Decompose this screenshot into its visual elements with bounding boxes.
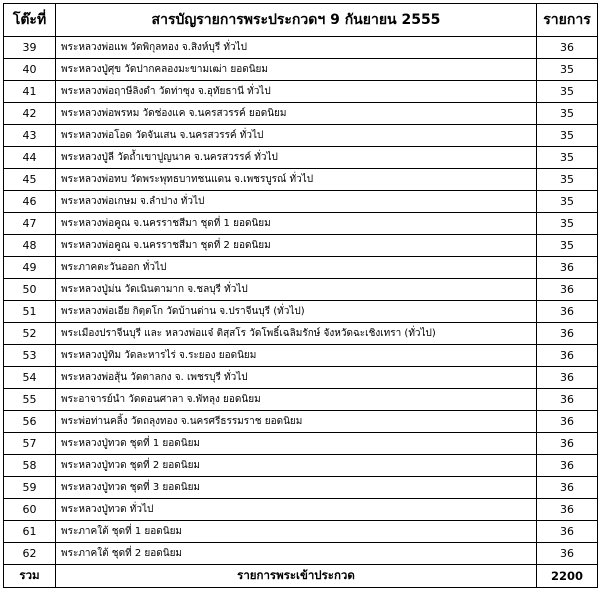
row-count: 36 bbox=[537, 455, 598, 477]
row-number: 54 bbox=[4, 367, 56, 389]
row-count: 36 bbox=[537, 389, 598, 411]
row-number: 47 bbox=[4, 213, 56, 235]
row-number: 61 bbox=[4, 521, 56, 543]
contest-index-table bbox=[3, 3, 598, 588]
row-number: 53 bbox=[4, 345, 56, 367]
row-number: 48 bbox=[4, 235, 56, 257]
row-number: 43 bbox=[4, 125, 56, 147]
table-row bbox=[4, 455, 598, 477]
row-name: พระหลวงปู่ทวด ทั่วไป bbox=[56, 499, 537, 521]
row-name: พระหลวงพ่อเกษม จ.ลำปาง ทั่วไป bbox=[56, 191, 537, 213]
row-number: 40 bbox=[4, 59, 56, 81]
row-number: 60 bbox=[4, 499, 56, 521]
row-count: 35 bbox=[537, 103, 598, 125]
row-number: 55 bbox=[4, 389, 56, 411]
header-row bbox=[4, 4, 598, 37]
row-name: พระหลวงพ่อทบ วัดพระพุทธบาทชนแดน จ.เพชรบูรณ์ ทั่วไป bbox=[56, 169, 537, 191]
row-name: พระหลวงพ่อโอด วัดจันเสน จ.นครสวรรค์ ทั่วไป bbox=[56, 125, 537, 147]
row-name: พระหลวงพ่อฤาษีลิงดำ วัดท่าซุง จ.อุทัยธานี ทั่วไป bbox=[56, 81, 537, 103]
row-count: 36 bbox=[537, 279, 598, 301]
table-row bbox=[4, 235, 598, 257]
row-number: 56 bbox=[4, 411, 56, 433]
row-name: พระหลวงปู่ม่น วัดเนินตามาก จ.ชลบุรี ทั่วไป bbox=[56, 279, 537, 301]
row-count: 36 bbox=[537, 477, 598, 499]
row-name: พระหลวงพ่อพรหม วัดช่องแค จ.นครสวรรค์ ยอดนิยม bbox=[56, 103, 537, 125]
table-row bbox=[4, 367, 598, 389]
row-count: 36 bbox=[537, 543, 598, 565]
table-row bbox=[4, 125, 598, 147]
row-count: 35 bbox=[537, 81, 598, 103]
table-row bbox=[4, 477, 598, 499]
row-count: 35 bbox=[537, 191, 598, 213]
row-number: 46 bbox=[4, 191, 56, 213]
row-count: 36 bbox=[537, 37, 598, 59]
row-count: 36 bbox=[537, 345, 598, 367]
row-name: พระหลวงปู่ลี วัดถ้ำเขาปูญนาค จ.นครสวรรค์ ทั่วไป bbox=[56, 147, 537, 169]
row-name: พระอาจารย์นำ วัดดอนศาลา จ.พัทลุง ยอดนิยม bbox=[56, 389, 537, 411]
row-count: 36 bbox=[537, 521, 598, 543]
header-item-count: รายการ bbox=[537, 4, 598, 37]
table-row bbox=[4, 279, 598, 301]
row-name: พระเมืองปราจีนบุรี และ หลวงพ่อแจ๋ ติสฺสโร วัดโพธิ์เฉลิมรักษ์ จังหวัดฉะเชิงเทรา (ทั่วไป) bbox=[56, 323, 537, 345]
table-row bbox=[4, 301, 598, 323]
header-table-number: โต๊ะที่ bbox=[4, 4, 56, 37]
header-title: สารบัญรายการพระประกวดฯ 9 กันยายน 2555 bbox=[56, 4, 537, 37]
table-row bbox=[4, 345, 598, 367]
row-name: พระหลวงปู่ศุข วัดปากคลองมะขามเฒ่า ยอดนิยม bbox=[56, 59, 537, 81]
row-number: 51 bbox=[4, 301, 56, 323]
row-number: 44 bbox=[4, 147, 56, 169]
table-row bbox=[4, 59, 598, 81]
row-name: พระหลวงปู่ทิม วัดละหารไร่ จ.ระยอง ยอดนิยม bbox=[56, 345, 537, 367]
total-row bbox=[4, 565, 598, 588]
table-row bbox=[4, 213, 598, 235]
row-number: 52 bbox=[4, 323, 56, 345]
table-row bbox=[4, 433, 598, 455]
row-number: 49 bbox=[4, 257, 56, 279]
row-number: 62 bbox=[4, 543, 56, 565]
row-count: 35 bbox=[537, 59, 598, 81]
row-name: พระภาคใต้ ชุดที่ 2 ยอดนิยม bbox=[56, 543, 537, 565]
table-row bbox=[4, 389, 598, 411]
table-body bbox=[4, 37, 598, 565]
row-count: 35 bbox=[537, 213, 598, 235]
row-number: 57 bbox=[4, 433, 56, 455]
row-name: พระหลวงปู่ทวด ชุดที่ 3 ยอดนิยม bbox=[56, 477, 537, 499]
row-number: 41 bbox=[4, 81, 56, 103]
total-short-label: รวม bbox=[4, 565, 56, 588]
row-name: พระหลวงพ่อสุ้น วัดตาลกง จ. เพชรบุรี ทั่วไป bbox=[56, 367, 537, 389]
row-name: พระหลวงพ่อคูณ จ.นครราชสีมา ชุดที่ 1 ยอดนิยม bbox=[56, 213, 537, 235]
row-name: พระหลวงพ่อเอีย กิตฺตโก วัดบ้านด่าน จ.ปราจีนบุรี (ทั่วไป) bbox=[56, 301, 537, 323]
row-name: พระหลวงพ่อคูณ จ.นครราชสีมา ชุดที่ 2 ยอดนิยม bbox=[56, 235, 537, 257]
table-row bbox=[4, 81, 598, 103]
row-name: พระภาคตะวันออก ทั่วไป bbox=[56, 257, 537, 279]
row-number: 45 bbox=[4, 169, 56, 191]
row-count: 35 bbox=[537, 147, 598, 169]
table-row bbox=[4, 543, 598, 565]
table-row bbox=[4, 191, 598, 213]
row-count: 36 bbox=[537, 323, 598, 345]
row-count: 36 bbox=[537, 411, 598, 433]
row-count: 36 bbox=[537, 301, 598, 323]
row-name: พระหลวงพ่อแพ วัดพิกุลทอง จ.สิงห์บุรี ทั่วไป bbox=[56, 37, 537, 59]
total-label: รายการพระเข้าประกวด bbox=[56, 565, 537, 588]
table-row bbox=[4, 169, 598, 191]
row-number: 39 bbox=[4, 37, 56, 59]
row-count: 35 bbox=[537, 169, 598, 191]
row-count: 35 bbox=[537, 125, 598, 147]
row-number: 50 bbox=[4, 279, 56, 301]
row-count: 36 bbox=[537, 257, 598, 279]
total-count: 2200 bbox=[537, 565, 598, 588]
table-row bbox=[4, 147, 598, 169]
table-row bbox=[4, 521, 598, 543]
table-row bbox=[4, 323, 598, 345]
row-number: 58 bbox=[4, 455, 56, 477]
row-name: พระพ่อท่านคลิ้ง วัดถลุงทอง จ.นครศรีธรรมราช ยอดนิยม bbox=[56, 411, 537, 433]
row-name: พระหลวงปู่ทวด ชุดที่ 1 ยอดนิยม bbox=[56, 433, 537, 455]
row-count: 36 bbox=[537, 367, 598, 389]
row-name: พระภาคใต้ ชุดที่ 1 ยอดนิยม bbox=[56, 521, 537, 543]
table-row bbox=[4, 103, 598, 125]
row-count: 35 bbox=[537, 235, 598, 257]
table-row bbox=[4, 37, 598, 59]
row-name: พระหลวงปู่ทวด ชุดที่ 2 ยอดนิยม bbox=[56, 455, 537, 477]
table-row bbox=[4, 257, 598, 279]
table-row bbox=[4, 499, 598, 521]
row-count: 36 bbox=[537, 499, 598, 521]
table-row bbox=[4, 411, 598, 433]
row-count: 36 bbox=[537, 433, 598, 455]
row-number: 42 bbox=[4, 103, 56, 125]
row-number: 59 bbox=[4, 477, 56, 499]
